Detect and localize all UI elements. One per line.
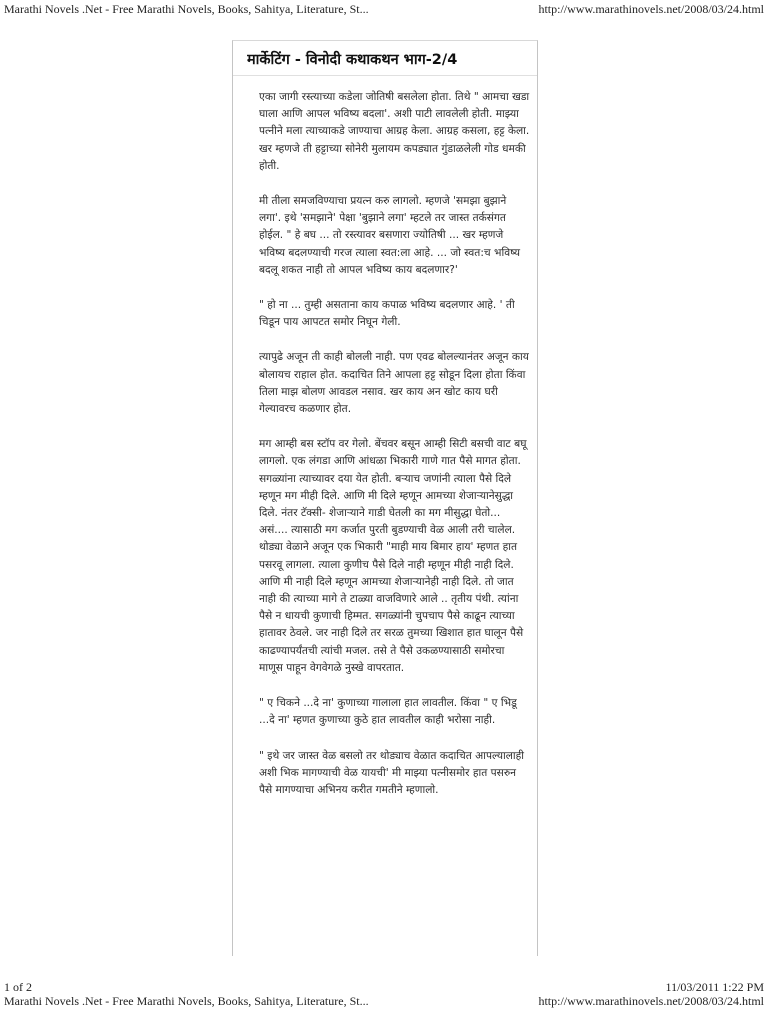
paragraph-7: " इथे जर जास्त वेळ बसलो तर थोड्याच वेळात कदाचित आपल्यालाही अशी भिक मागण्याची वेळ यायची' मी माझ्या पत्नीसमोर हात पसरुन पैसे मागण्याचा अभिनय करीत गमतीने म्हणालो. — [259, 749, 525, 796]
article-title: मार्केटिंग - विनोदी कथाकथन भाग-2/4 — [247, 52, 458, 68]
title-divider — [233, 75, 537, 76]
print-header-title: Marathi Novels .Net - Free Marathi Novels, Books, Sahitya, Literature, St... — [4, 2, 369, 16]
article-body — [259, 89, 531, 817]
print-footer-url[interactable]: http://www.marathinovels.net/2008/03/24.html — [538, 994, 764, 1008]
paragraph-5: मग आम्ही बस स्टॉप वर गेलो. बेंचवर बसून आम्ही सिटी बसची वाट बघू लागलो. एक लंगडा आणि आंधळा भिकारी गाणे गात पैसे मागत होता. सगळ्यांना त्याच्यावर दया येत होती. बऱ्याच जणांनी त्याला पैसे दिले म्हणून मग मीही दिले. आणि मी दिले म्हणून आमच्या शेजाऱ्यानेसुद्धा दिले. नंतर टॅक्सी- शेजाऱ्याने गाडी घेतली का मग मीसुद्धा घेतो... असं.... त्यासाठी मग कर्जात पुरती बुडण्याची वेळ आली तरी चालेल. थोड्या वेळाने अजून एक भिकारी "माही माय बिमार हाय' म्हणत हात पसरवू लागला. त्याला कुणीच पैसे दिले नाही म्हणून मीही नाही दिले. आणि मी नाही दिले म्हणून आमच्या शेजाऱ्यानेही नाही दिले. तो जात नाही की त्याच्या मागे ते टाळ्या वाजविणारे आले .. तृतीय पंथी. त्यांना पैसे न धायची कुणाची हिम्मत. सगळ्यांनी चुपचाप पैसे काढून त्याच्या हातावर ठेवले. जर नाही दिले तर सरळ तुमच्या खिशात हात घालून पैसे काढण्यापर्यंतची त्यांची मजल. तसे ते पैसे उकळण्यासाठी समोरचा माणूस पाहून वेगवेगळे नुस्खे वापरतात. — [259, 438, 527, 674]
paragraph-3: " हो ना ... तुम्ही असताना काय कपाळ भविष्य बदलणार आहे. ' ती चिडून पाय आपटत समोर निघून गेली. — [259, 299, 515, 329]
paragraph-6: " ए चिकने ...दे ना' कुणाच्या गालाला हात लावतील. किंवा " ए भिडू ...दे ना' म्हणत कुणाच्या कुठे हात लावतील काही भरोसा नाही. — [259, 697, 517, 727]
paragraph-1: एका जागी रस्त्याच्या कडेला जोतिषी बसलेला होता. तिथे " आमचा खडा घाला आणि आपल भविष्य बदला'. अशी पाटी लावलेली होती. माझ्या पत्नीने मला त्याच्याकडे जाण्याचा आग्रह केला. आग्रह कसला, हट्ट केला. खर म्हणजे ती हट्टाच्या सोनेरी मुलायम कपड्यात गुंडाळलेली गोड धमकी होती. — [259, 91, 530, 172]
paragraph-2: मी तीला समजविण्याचा प्रयत्न करु लागलो. म्हणजे 'समझा बुझाने लगा'. इथे 'समझाने' पेक्षा 'बुझाने लगा' म्हटले तर जास्त तर्कसंगत होईल. " हे बघ ... तो रस्त्यावर बसणारा ज्योतिषी ... खर म्हणजे भविष्य बदलण्याची गरज त्याला स्वत:ला आहे. ... जो स्वत:च भविष्य बदलू शकत नाही तो आपल भविष्य काय बदलणार?' — [259, 195, 520, 276]
print-datetime: 11/03/2011 1:22 PM — [665, 980, 764, 994]
print-page-count: 1 of 2 — [4, 980, 32, 994]
print-header-url[interactable]: http://www.marathinovels.net/2008/03/24.html — [538, 2, 764, 16]
print-footer-title: Marathi Novels .Net - Free Marathi Novels, Books, Sahitya, Literature, St... — [4, 994, 369, 1008]
article-panel — [232, 40, 538, 956]
paragraph-4: त्यापुढे अजून ती काही बोलली नाही. पण एवढ बोलल्यानंतर अजून काय बोलायच राहाल होत. कदाचित तिने आपला हट्ट सोडून दिला होता किंवा तिला माझ बोलण आवडल नसाव. खर काय अन खोट काय घरी गेल्यावरच कळणार होत. — [259, 351, 529, 416]
